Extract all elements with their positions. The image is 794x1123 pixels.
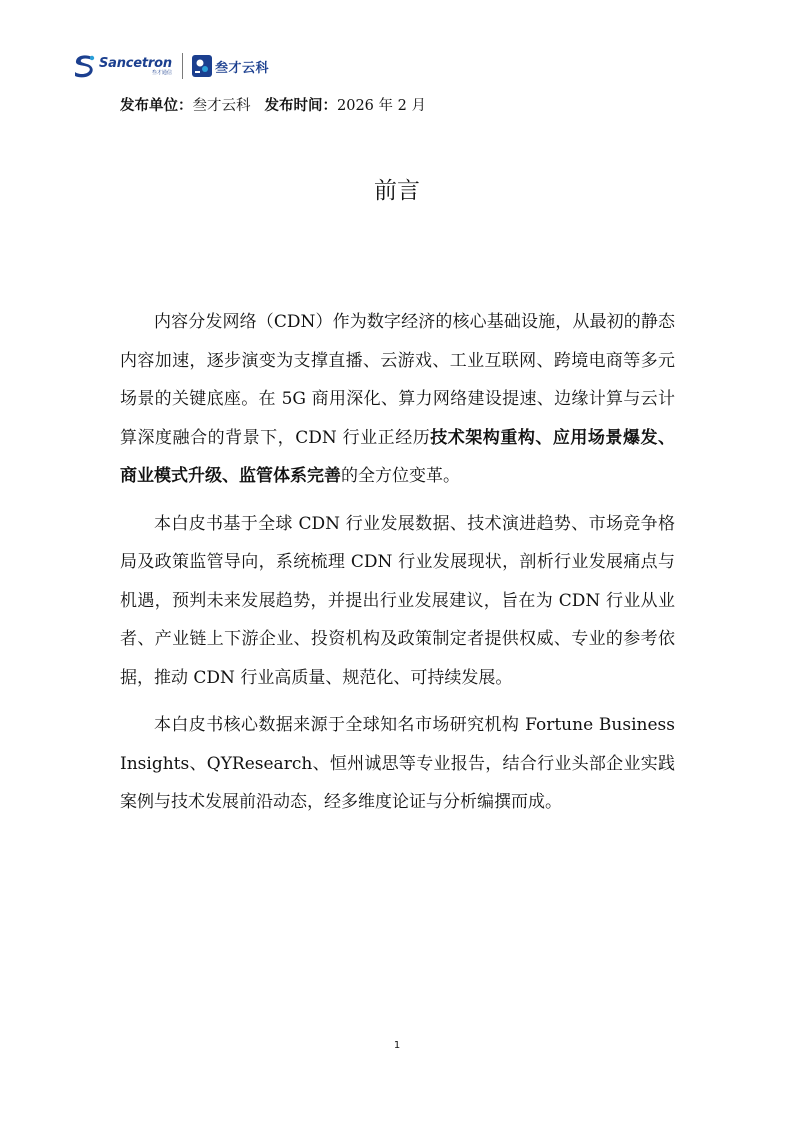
brand-cn-name: 叁才云科 <box>214 60 269 76</box>
paragraph-1-emphasis: 技术架构重构、应用场景爆发、商业模式升级、监管体系完善 <box>120 427 675 486</box>
publish-time-label: 发布时间： <box>264 97 337 114</box>
publisher-unit-value: 叁才云科 <box>192 98 251 114</box>
publisher-unit-label: 发布单位： <box>120 97 193 114</box>
body-text <box>120 303 675 831</box>
paragraph-3: 本白皮书核心数据来源于全球知名市场研究机构 Fortune Business Insights、QYResearch、恒州诚思等专业报告，结合行业头部企业实践案例与技术发展前沿动态，经多维度论证与分析编撰而成。 <box>120 715 675 812</box>
header-divider <box>182 53 183 79</box>
sancetron-s-logo-icon <box>72 53 96 79</box>
paragraph-1-text-b: 的全方位变革。 <box>341 466 460 486</box>
document-header <box>72 50 269 82</box>
paragraph-2: 本白皮书基于全球 CDN 行业发展数据、技术演进趋势、市场竞争格局及政策监管导向，系统梳理 CDN 行业发展现状，剖析行业发展痛点与机遇，预判未来发展趋势，并提出行业发展建议，旨在为 CDN 行业从业者、产业链上下游企业、投资机构及政策制定者提供权威、专业的参考依据，推动 CDN 行业高质量、规范化、可持续发展。 <box>120 513 675 688</box>
publish-time-value: 2026 年 2 月 <box>337 98 426 114</box>
page-number: 1 <box>393 1040 401 1051</box>
page-title: 前言 <box>374 178 420 204</box>
paragraph-1 <box>120 303 675 496</box>
cancai-cloud-logo-icon <box>192 55 212 77</box>
paragraph-1-text-a: 内容分发网络（CDN）作为数字经济的核心基础设施，从最初的静态内容加速，逐步演变为支撑直播、云游戏、工业互联网、跨境电商等多元场景的关键底座。在 5G 商用深化、算力网络建设提速、边缘计算与云计算深度融合的背景下，CDN 行业正经历 <box>120 312 675 448</box>
publisher-line <box>120 96 426 116</box>
brand-en-block <box>99 57 172 76</box>
brand-en-subtitle: 叁才通信 <box>151 69 172 76</box>
brand-en-name: Sancetron <box>99 55 172 71</box>
